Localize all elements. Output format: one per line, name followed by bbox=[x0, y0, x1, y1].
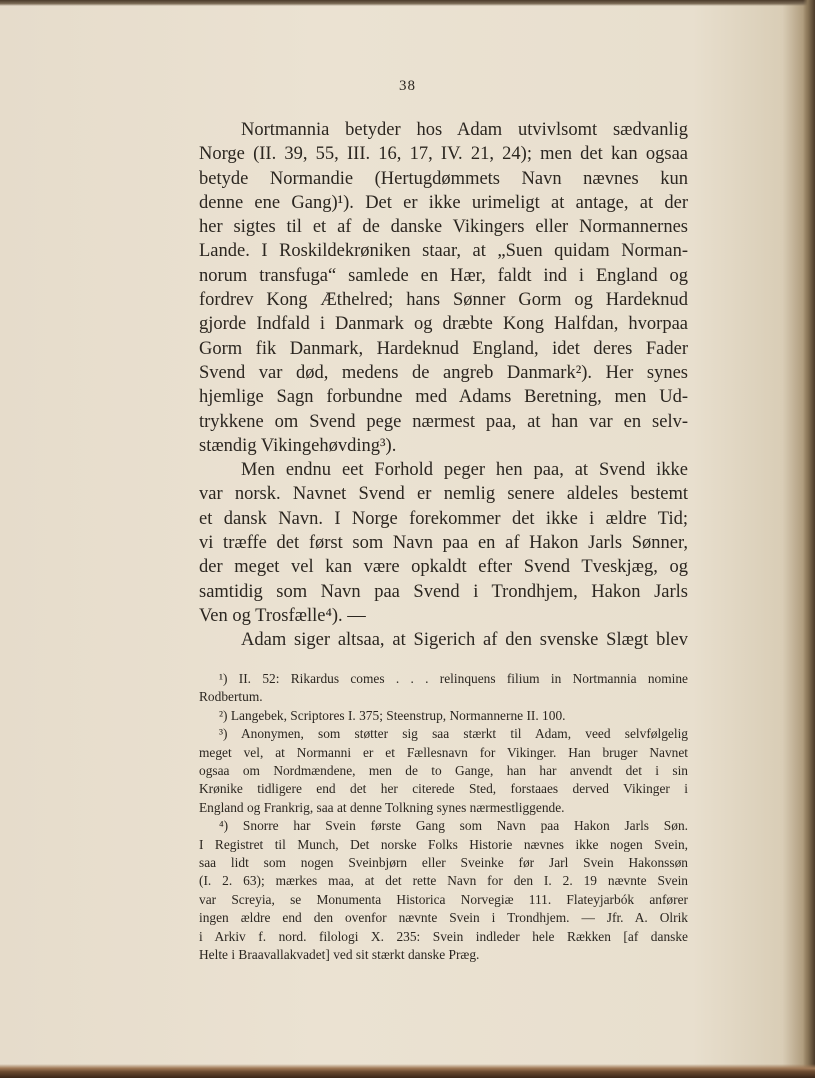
text-line: vi træffe det først som Navn paa en af Hakon Jarls Sønner, bbox=[199, 533, 688, 554]
text-line: der meget vel kan være opkaldt efter Svend Tveskjæg, og bbox=[199, 557, 688, 578]
text-line: Nortmannia betyder hos Adam utvivlsomt sædvanlig bbox=[241, 120, 688, 140]
footnote-line: ³) Anonymen, som støtter sig saa stærkt til Adam, veed selvfølgelig bbox=[219, 726, 688, 742]
footnote-line: meget vel, at Normanni er et Fællesnavn for Vikinger. Han bruger Navnet bbox=[199, 744, 688, 760]
footnote-line: I Registret til Munch, Det norske Folks Historie nævnes ikke nogen Svein, bbox=[199, 836, 688, 852]
main-text bbox=[199, 118, 688, 653]
footnote-line: Krønike tidligere end det her citerede Sted, forstaaes derved Vikinger i bbox=[199, 781, 688, 797]
text-line: stændig Vikingehøvding³). bbox=[199, 435, 397, 456]
text-line: her sigtes til et af de danske Vikingers eller Normannernes bbox=[199, 217, 688, 238]
footnote-line: saa lidt som nogen Sveinbjørn eller Sveinke før Jarl Svein Hakonssøn bbox=[199, 855, 688, 871]
footnote-line: (I. 2. 63); mærkes maa, at det rette Navn for den I. 2. 19 nævnte Svein bbox=[199, 873, 688, 889]
footnote-line: ingen ældre end den ovenfor nævnte Svein i Trondhjem. — Jfr. A. Olrik bbox=[199, 910, 688, 926]
footnote-line: ²) Langebek, Scriptores I. 375; Steenstrup, Normannerne II. 100. bbox=[219, 707, 566, 723]
text-line: norum transfuga“ samlede en Hær, faldt ind i England og bbox=[199, 265, 688, 286]
footnote-line: ⁴) Snorre har Svein første Gang som Navn paa Hakon Jarls Søn. bbox=[219, 818, 688, 834]
text-line: hjemlige Sagn forbundne med Adams Beretning, men Ud- bbox=[199, 387, 688, 408]
text-line: var norsk. Navnet Svend er nemlig senere aldeles bestemt bbox=[199, 484, 688, 505]
footnote-line: ¹) II. 52: Rikardus comes . . . relinquens filium in Nortmannia nomine bbox=[219, 671, 688, 686]
text-line: Adam siger altsaa, at Sigerich af den svenske Slægt blev bbox=[241, 630, 688, 651]
text-line: Norge (II. 39, 55, III. 16, 17, IV. 21, 24); men det kan ogsaa bbox=[199, 144, 688, 165]
text-line: Ven og Trosfælle⁴). — bbox=[199, 605, 366, 626]
page-right-edge bbox=[803, 0, 815, 1078]
text-line: Lande. I Roskildekrøniken staar, at „Suen quidam Norman- bbox=[199, 241, 688, 262]
text-line: et dansk Navn. I Norge forekommer det ikke i ældre Tid; bbox=[199, 508, 688, 529]
page-number: 38 bbox=[399, 78, 416, 94]
text-line: Gorm fik Danmark, Hardeknud England, idet deres Fader bbox=[199, 338, 688, 359]
footnote-line: England og Frankrig, saa at denne Tolkning synes nærmestliggende. bbox=[199, 799, 565, 815]
text-line: gjorde Indfald i Danmark og dræbte Kong Halfdan, hvorpaa bbox=[199, 314, 688, 335]
footnotes bbox=[199, 670, 688, 965]
text-line: betyde Normandie (Hertugdømmets Navn nævnes kun bbox=[199, 168, 688, 189]
text-line: denne ene Gang)¹). Det er ikke urimeligt at antage, at der bbox=[199, 192, 688, 213]
text-line: fordrev Kong Æthelred; hans Sønner Gorm og Hardeknud bbox=[199, 290, 688, 311]
page-top-edge bbox=[0, 0, 815, 6]
footnote-line: Rodbertum. bbox=[199, 689, 263, 705]
footnote-line: Helte i Braavallakvadet] ved sit stærkt danske Præg. bbox=[199, 947, 480, 963]
text-line: Men endnu eet Forhold peger hen paa, at Svend ikke bbox=[241, 460, 688, 481]
text-line: trykkene om Svend pege nærmest paa, at han var en selv- bbox=[199, 411, 688, 432]
text-line: samtidig som Navn paa Svend i Trondhjem, Hakon Jarls bbox=[199, 581, 688, 602]
text-line: Svend var død, medens de angreb Danmark²). Her synes bbox=[199, 362, 688, 383]
footnote-line: ogsaa om Nordmændene, men de to Gange, han har anvendt det i sin bbox=[199, 763, 688, 779]
page-bottom-edge bbox=[0, 1064, 815, 1078]
footnote-line: var Screyia, se Monumenta Historica Norvegiæ 111. Flateyjarbók anfører bbox=[199, 891, 688, 907]
footnote-line: i Arkiv f. nord. filologi X. 235: Svein indleder hele Rækken [af danske bbox=[199, 928, 688, 944]
